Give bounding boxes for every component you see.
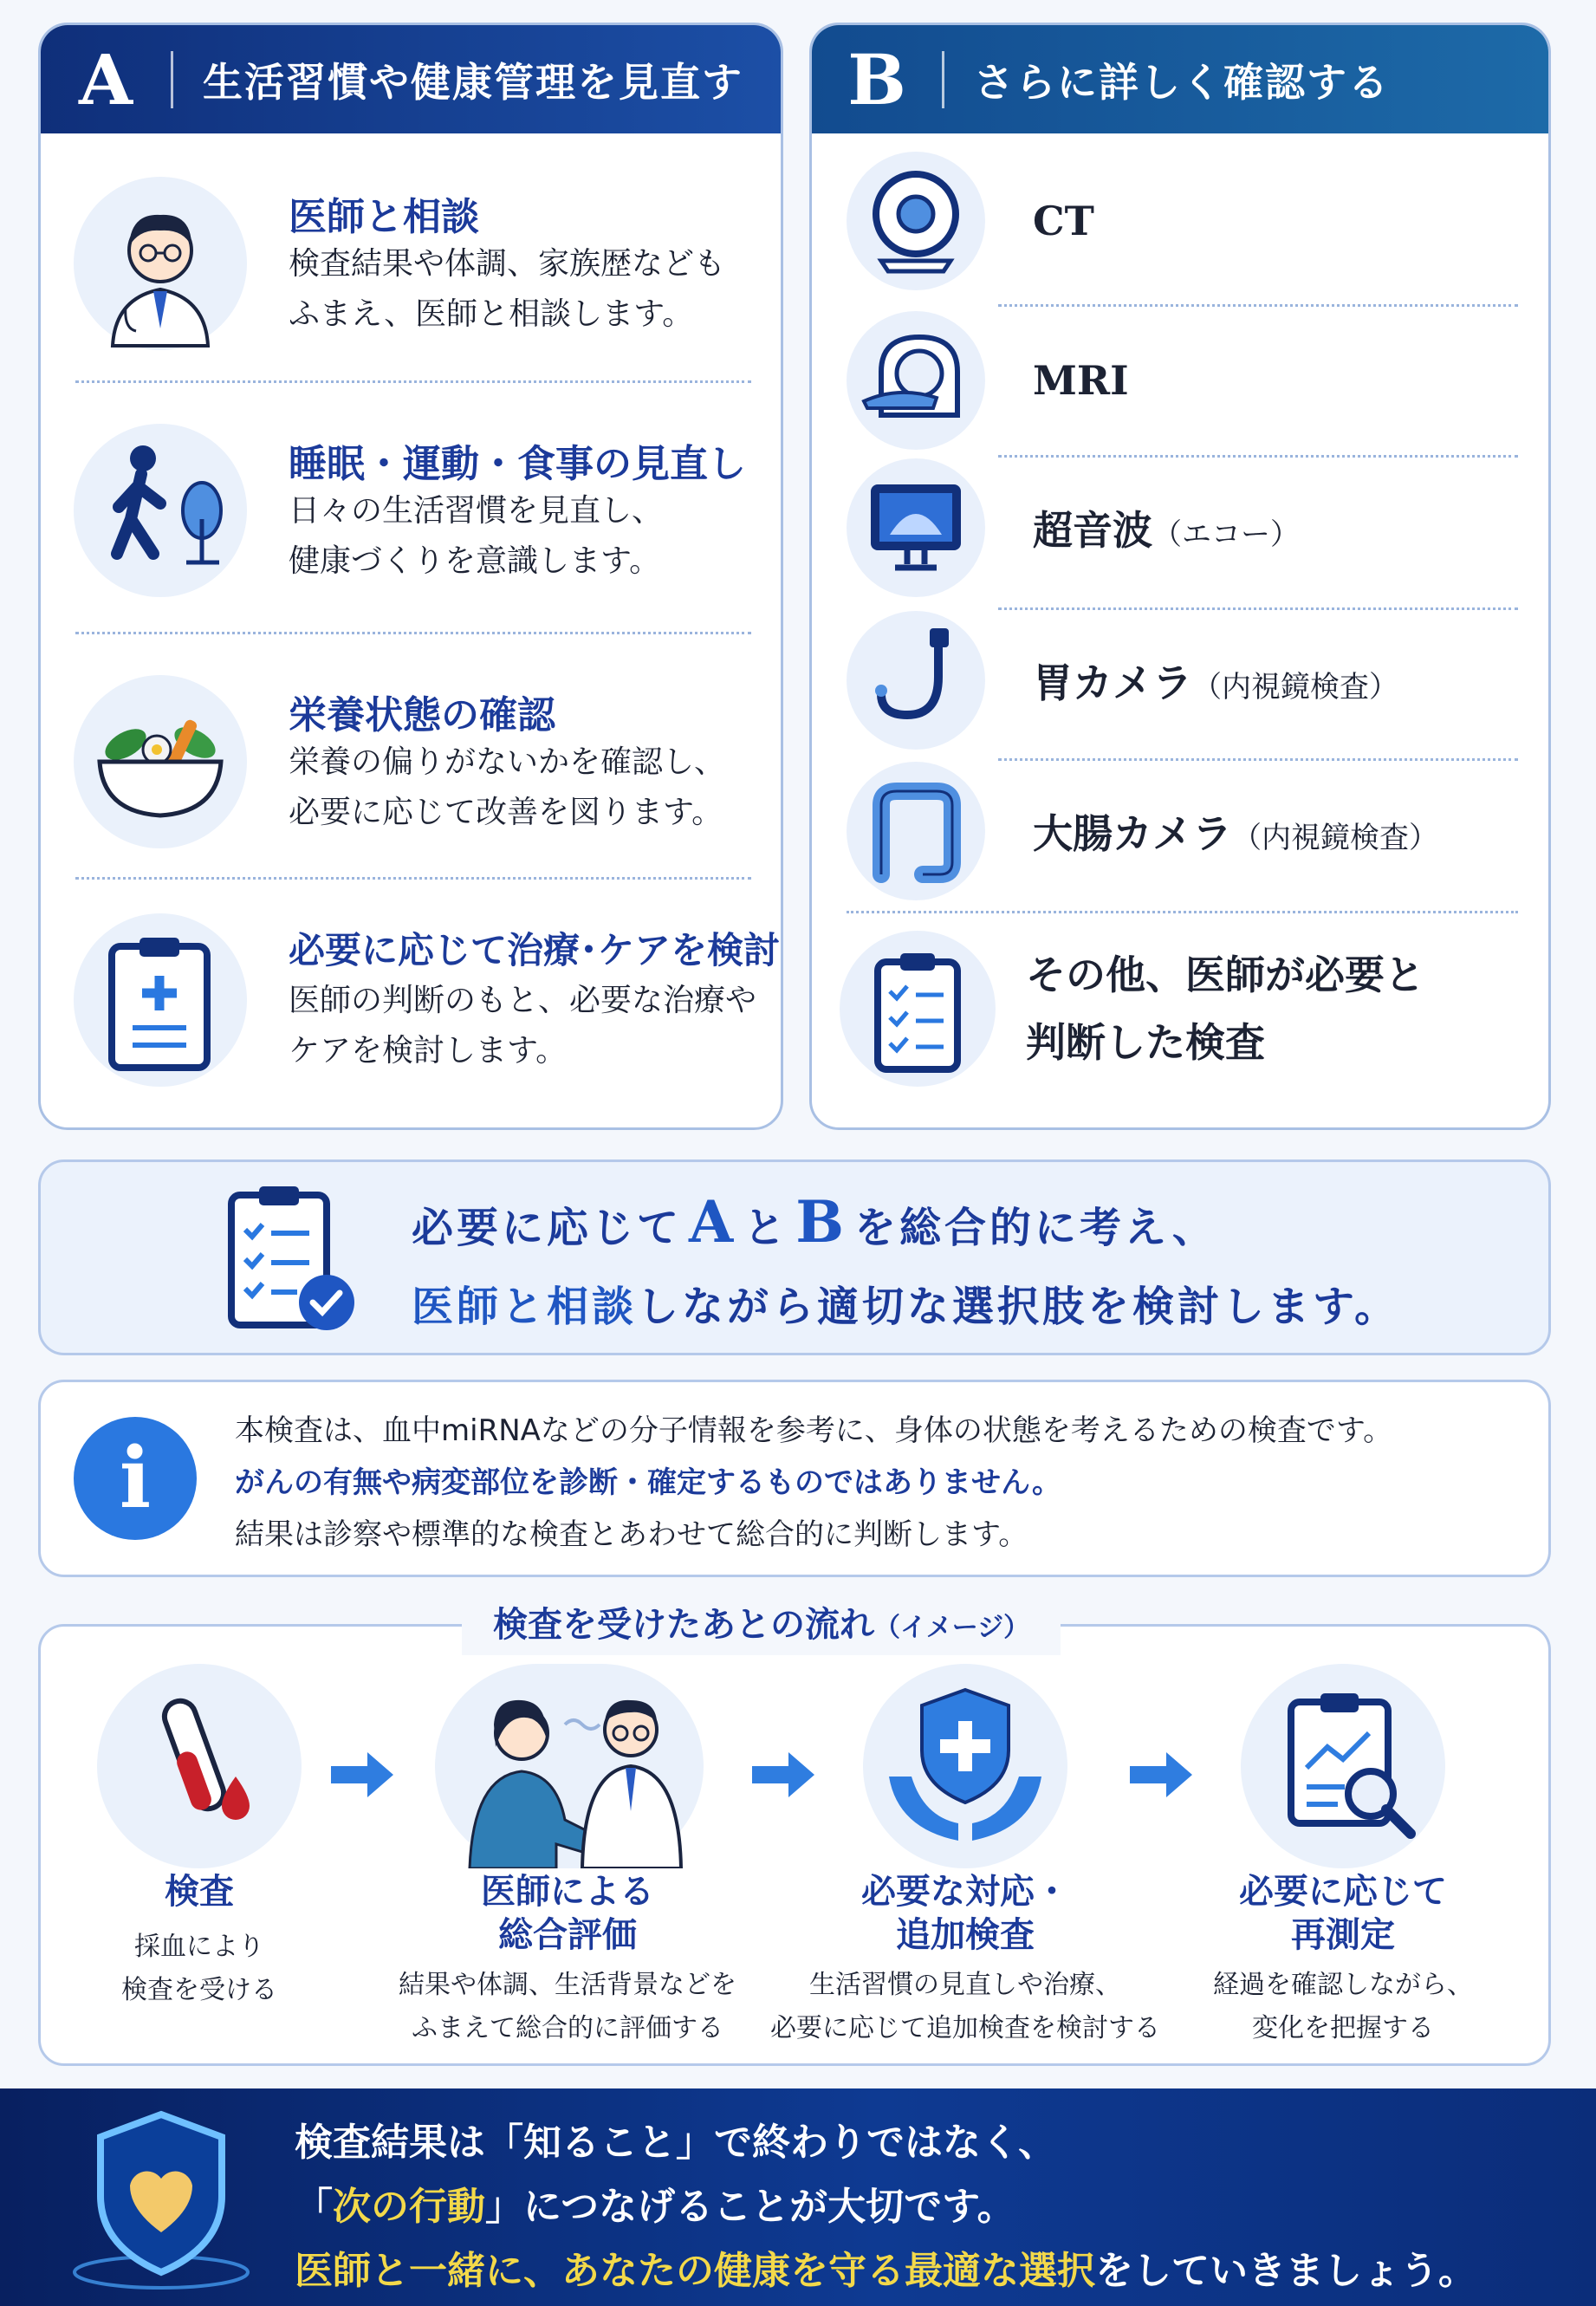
summary-line-2 <box>412 1273 1399 1333</box>
panel-a-item-lifestyle <box>65 415 758 623</box>
summary-letter-b: B <box>795 1188 848 1256</box>
exam-label: MRI <box>1033 357 1129 404</box>
divider <box>75 877 751 880</box>
panel-b <box>809 23 1551 1130</box>
item-title: 医師と相談 <box>289 195 479 239</box>
exam-label: CT <box>1033 198 1094 244</box>
item-desc-line: 健康づくりを意識します。 <box>289 543 661 579</box>
item-title: 睡眠・運動・食事の見直し <box>289 442 746 486</box>
panel-a-letter: A <box>78 38 133 120</box>
summary-text: しながら適切な選択肢を検討します。 <box>637 1283 1400 1331</box>
divider <box>998 758 1518 761</box>
item-desc <box>289 239 725 340</box>
item-desc-line: ふまえ、医師と相談します。 <box>289 296 694 332</box>
footer-text: 」につなげることが大切です。 <box>485 2185 1015 2229</box>
arrow-right-icon <box>328 1749 397 1801</box>
summary-emphasis: 医師と相談 <box>412 1283 638 1331</box>
divider <box>998 455 1518 458</box>
item-desc-line: 必要に応じて改善を図ります。 <box>289 795 723 830</box>
step-desc <box>766 1964 1165 2050</box>
exam-label-sub: （内視鏡検査） <box>1232 821 1438 855</box>
panel-a-title: 生活習慣や健康管理を見直す <box>203 58 743 106</box>
summary-line-1 <box>412 1188 1217 1256</box>
step-title-line: 医師による <box>481 1872 654 1912</box>
footer-banner <box>0 2088 1596 2306</box>
panel-a-item-nutrition <box>65 666 758 874</box>
summary-box <box>38 1159 1551 1355</box>
footer-text: 「 <box>295 2185 333 2229</box>
summary-text: を総合的に考え、 <box>854 1204 1217 1252</box>
item-desc <box>289 976 756 1076</box>
divider <box>847 911 1518 913</box>
panel-a-item-treatment <box>65 905 781 1113</box>
step-title-line: 検査 <box>165 1872 234 1912</box>
footer-line-3 <box>295 2239 1476 2295</box>
item-desc-line: 医師の判断のもと、必要な治療や <box>289 983 757 1018</box>
step-desc-line: 結果や体調、生活背景などを <box>399 1970 736 2000</box>
panel-a-header <box>41 25 781 133</box>
exam-label <box>1026 941 1424 1076</box>
info-box <box>38 1380 1551 1577</box>
colon-icon <box>847 762 985 900</box>
item-desc-line: 検査結果や体調、家族歴なども <box>289 246 726 282</box>
ultrasound-monitor-icon <box>847 458 985 597</box>
step-title <box>1213 1870 1473 1957</box>
step-desc-line: 経過を確認しながら、 <box>1213 1970 1473 2000</box>
exam-label-main: 胃カメラ <box>1033 659 1192 706</box>
panel-b-header <box>812 25 1548 133</box>
panel-a-item-doctor <box>65 168 758 376</box>
exam-label <box>1033 499 1300 556</box>
arrow-right-icon <box>1126 1749 1196 1801</box>
step-title-line: 再測定 <box>1291 1915 1395 1955</box>
item-desc <box>289 486 663 587</box>
flow-title-text: 検査を受けたあとの流れ <box>493 1605 874 1645</box>
footer-highlight: 医師と一緒に、あなたの健康を守る最適な選択 <box>295 2249 1095 2293</box>
item-title: 栄養状態の確認 <box>289 693 555 737</box>
step-title <box>835 1870 1095 1957</box>
checklist-clipboard-icon <box>840 931 996 1087</box>
step-desc-line: 生活習慣の見直しや治療、 <box>809 1970 1121 2000</box>
step-title-line: 必要に応じて <box>1239 1872 1447 1912</box>
footer-highlight: 次の行動 <box>333 2185 485 2229</box>
arrow-right-icon <box>749 1749 818 1801</box>
summary-text: と <box>743 1204 789 1252</box>
footer-line-1: 検査結果は「知ること」で終わりではなく、 <box>295 2121 1057 2165</box>
item-desc-line: 栄養の偏りがないかを確認し、 <box>289 744 726 780</box>
step-desc-line: 必要に応じて追加検査を検討する <box>770 2013 1160 2043</box>
info-line-3: 結果は診察や標準的な検査とあわせて総合的に判断します。 <box>235 1517 1028 1552</box>
step-desc <box>394 1964 741 2050</box>
doctor-icon <box>74 177 247 350</box>
step-desc <box>1187 1964 1499 2050</box>
endoscope-icon <box>847 611 985 750</box>
ct-scanner-icon <box>847 152 985 290</box>
divider <box>998 607 1518 610</box>
panel-b-item-colonoscope <box>847 762 1551 900</box>
flow-title-sub: （イメージ） <box>874 1613 1030 1643</box>
panel-b-item-other <box>840 926 1550 1091</box>
info-line-2: がんの有無や病変部位を診断・確定するものではありません。 <box>235 1465 1062 1500</box>
panel-b-item-ultrasound <box>847 458 1551 597</box>
divider <box>75 380 751 383</box>
item-desc <box>289 737 725 838</box>
header-divider <box>942 51 944 108</box>
exam-label-main: 超音波 <box>1033 507 1152 554</box>
panel-a <box>38 23 783 1130</box>
step-desc-line: 採血により <box>134 1932 264 1962</box>
item-title: 必要に応じて治療･ケアを検討 <box>289 929 781 971</box>
footer-text: をしていきましょう。 <box>1095 2249 1476 2293</box>
panel-b-item-mri <box>847 311 1551 450</box>
header-divider <box>171 51 173 108</box>
blood-test-tube-icon <box>97 1664 302 1868</box>
salad-bowl-icon <box>74 675 247 848</box>
item-desc-line: 日々の生活習慣を見直し、 <box>289 493 664 529</box>
footer-line-2 <box>295 2175 1015 2231</box>
exam-label-main: 大腸カメラ <box>1033 810 1232 857</box>
shield-heart-icon <box>57 2102 265 2293</box>
item-desc-line: ケアを検討します。 <box>289 1033 568 1069</box>
panel-b-title: さらに詳しく確認する <box>974 58 1390 106</box>
divider <box>998 304 1518 307</box>
panel-b-item-gastroscope <box>847 611 1551 750</box>
doctor-consultation-icon <box>435 1664 704 1868</box>
mri-machine-icon <box>847 311 985 450</box>
exam-label-sub: （エコー） <box>1152 517 1300 552</box>
summary-text: 必要に応じて <box>412 1204 683 1252</box>
medical-clipboard-icon <box>74 913 247 1087</box>
panel-b-item-ct <box>847 152 1551 290</box>
panel-b-letter: B <box>847 38 906 120</box>
shield-hands-icon <box>863 1664 1067 1868</box>
step-title <box>69 1870 329 1913</box>
exam-label <box>1033 652 1398 709</box>
step-desc <box>69 1926 329 2012</box>
exam-label-line: 判断した検査 <box>1026 1019 1265 1066</box>
summary-letter-a: A <box>689 1188 737 1256</box>
step-title <box>438 1870 697 1957</box>
step-title-line: 追加検査 <box>896 1915 1035 1955</box>
step-title-line: 総合評価 <box>498 1915 637 1955</box>
exam-label-line: その他、医師が必要と <box>1026 952 1424 998</box>
step-desc-line: 変化を把握する <box>1252 2013 1434 2043</box>
divider <box>75 632 751 634</box>
info-line-1: 本検査は、血中miRNAなどの分子情報を参考に、身体の状態を考えるための検査です。 <box>235 1413 1393 1448</box>
flow-title <box>462 1595 1061 1655</box>
exam-label-sub: （内視鏡検査） <box>1192 670 1398 705</box>
info-icon: i <box>74 1417 197 1540</box>
step-title-line: 必要な対応・ <box>861 1872 1069 1912</box>
exam-label <box>1033 802 1438 860</box>
step-desc-line: ふまえて総合的に評価する <box>412 2013 723 2043</box>
chart-magnifier-icon <box>1241 1664 1445 1868</box>
step-desc-line: 検査を受ける <box>121 1975 277 2005</box>
walking-person-icon <box>74 424 247 597</box>
checklist-clipboard-icon <box>197 1176 370 1341</box>
